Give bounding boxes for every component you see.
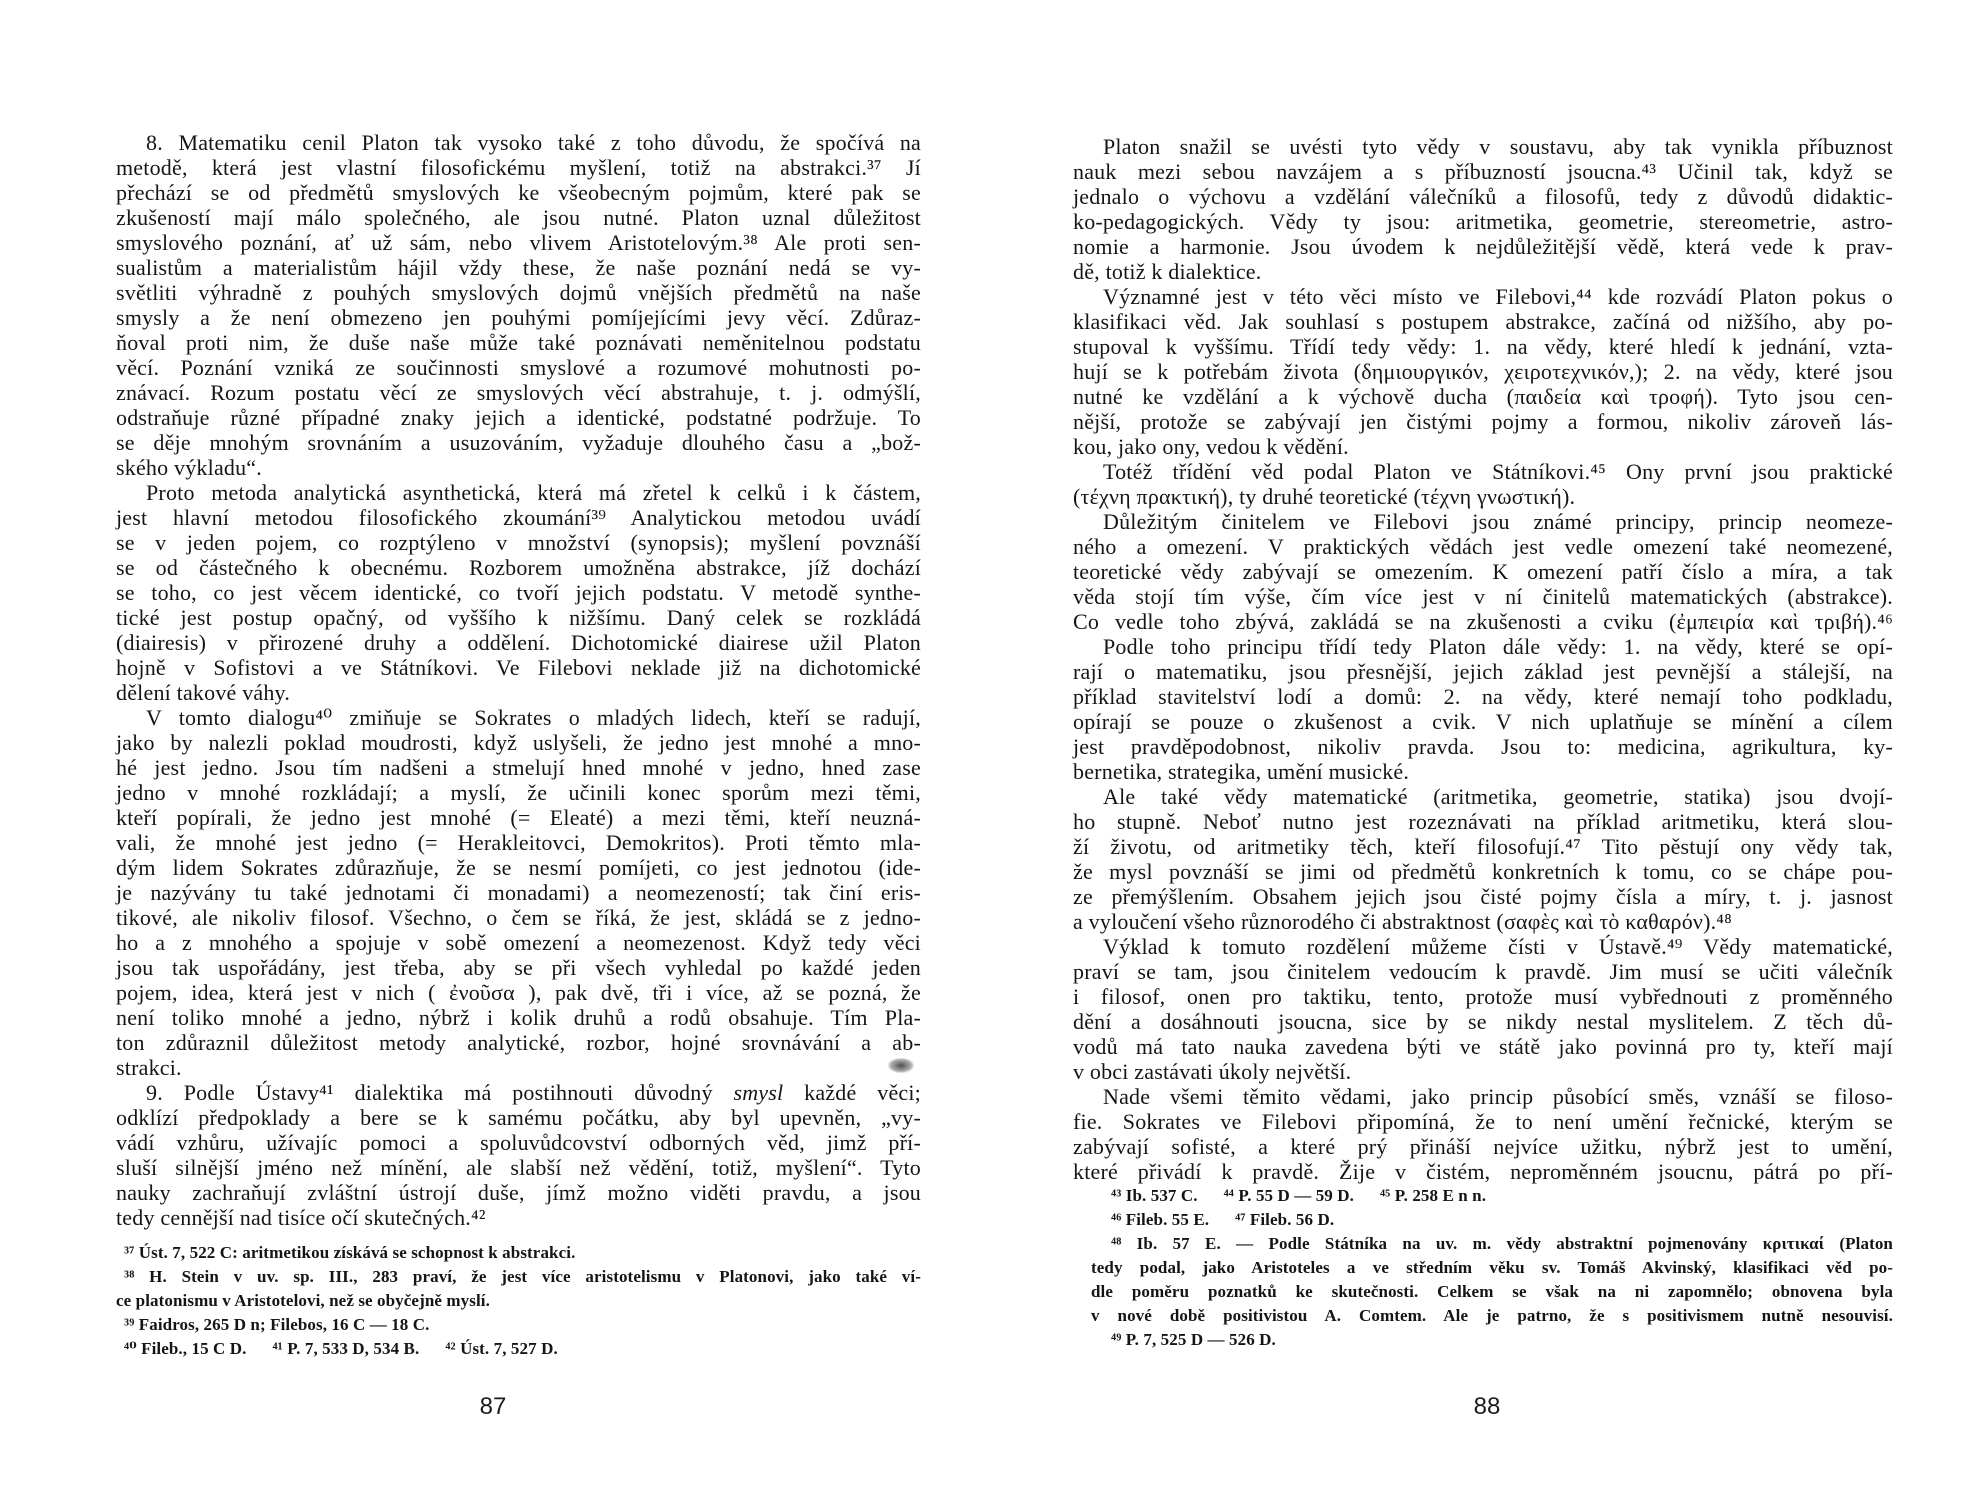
text-line: Platon snažil se uvésti tyto vědy v soustavu, aby tak vynikla příbuznost [1103, 134, 1893, 159]
text-line: hé jest jedno. Jsou tím nadšeni a stmelují hned mnohé v jedno, hned zase [116, 755, 921, 780]
footnote-entry: ⁴⁵ P. 258 E n n. [1379, 1186, 1487, 1205]
scan-smudge [888, 1058, 914, 1073]
footnote-line: ³⁹ Faidros, 265 D n; Filebos, 16 C — 18 C. [124, 1315, 430, 1334]
text-line: tické jest postup opačný, od vyššího k nižšímu. Daný celek se rozkládá [116, 605, 921, 630]
text-line: tedy cennější nad tisíce očí skutečných.⁴² [116, 1205, 486, 1230]
text-line: znávací. Rozum postatu věcí ze smyslových věcí abstrahuje, t. j. odmýšlí, [116, 380, 921, 405]
text-line: se v jeden pojem, co rozptýleno v množství (synopsis); myšlení povznáší [116, 530, 921, 555]
text-line: ho a z mnohého a spojuje v sobě omezení a neomezenost. Když tedy věci [116, 930, 921, 955]
text-line: jest hlavní metodou filosofického zkoumání³⁹ Analytickou metodou uvádí [116, 505, 921, 530]
text-line: dělení takové váhy. [116, 680, 291, 705]
text-line: Proto metoda analytická asynthetická, která má zřetel k celků i k částem, [146, 480, 921, 505]
footnote-line [1091, 1208, 1893, 1232]
text-line: přechází se od předmětů smyslových ke všeobecným pojmům, které pak se [116, 180, 921, 205]
text-line: nutné ke vzdělání a k výchově ducha (παιδεία καὶ τροφή). Tyto jsou cen- [1073, 384, 1893, 409]
footnote-line: ³⁸ H. Stein v uv. sp. III., 283 praví, že jest více aristotelismu v Platonovi, jako také ví- [124, 1267, 921, 1286]
text-line: opírají se pouze o zkušenost a cvik. V nich uplatňuje se mínění a cílem [1073, 709, 1893, 734]
left-page-footnotes [116, 1241, 921, 1361]
text-line: jednalo o výchovu a vzdělání válečníků a filosofů, tedy z důvodů didaktic- [1073, 184, 1893, 209]
text-line: (diairesis) v přirozené druhy a oddělení. Dichotomické diairese užil Platon [116, 630, 921, 655]
footnote-entry: ⁴⁷ Fileb. 56 D. [1235, 1210, 1335, 1229]
text-line: i filosof, onen pro taktiku, tento, protože musí vybřednouti z proměnného [1073, 984, 1893, 1009]
text-line: sluší silnější jméno než mínění, ale slabší než vědění, totiž, myšlení“. Tyto [116, 1155, 921, 1180]
text-segment: 9. Podle Ústavy⁴¹ dialektika má postihnouti důvodný [146, 1080, 734, 1105]
text-line: které přivádí k pravdě. Žije v čistém, neproměnném jsoucnu, pátrá po pří- [1073, 1159, 1893, 1184]
text-line: Výklad k tomuto rozdělení můžeme čísti v Ústavě.⁴⁹ Vědy matematické, [1103, 934, 1893, 959]
text-line: smyslového poznání, ať už sám, nebo vlivem Aristotelovým.³⁸ Ale proti sen- [116, 230, 921, 255]
text-line: ko-pedagogických. Vědy ty jsou: aritmetika, geometrie, stereometrie, astro- [1073, 209, 1893, 234]
text-line: jsou tak uspořádány, jest třeba, aby se při všech vyhledal po každé jeden [116, 955, 921, 980]
footnote-entry: ⁴³ Ib. 537 C. [1111, 1186, 1198, 1205]
text-line: stupoval k vyššímu. Třídí tedy vědy: 1. na vědy, které hledí k jednání, vzta- [1073, 334, 1893, 359]
text-line: světliti výhradně z pouhých smyslových dojmů vnějších předmětů na naše [116, 280, 921, 305]
footnote-line: dle poměru poznatků ke skutečnosti. Celkem se však na ni zapomnělo; obnovena byla [1091, 1282, 1893, 1301]
text-line: v obci zastávati úkoly největší. [1073, 1059, 1352, 1084]
text-line: ze přemýšlením. Obsahem jejich jsou čisté pojmy čísla a míry, t. j. jasnost [1073, 884, 1893, 909]
text-line: Důležitým činitelem ve Filebovi jsou známé principy, princip neomeze- [1103, 509, 1893, 534]
right-page-body [1073, 134, 1893, 1184]
text-line: ží životu, od aritmetiky těch, kteří filosofují.⁴⁷ Tito pěstují ony vědy tak, [1073, 834, 1893, 859]
text-line: odklízí předpoklady a bere se k samému počátku, aby byl upevněn, „vy- [116, 1105, 921, 1130]
footnote-line: ce platonismu v Aristotelovi, než se obyčejně myslí. [116, 1291, 490, 1310]
text-line: jest pravděpodobnost, nikoliv pravda. Jsou to: medicina, agrikultura, ky- [1073, 734, 1893, 759]
text-line: ton zdůraznil důležitost metody analytické, rozbor, hojné srovnávání a ab- [116, 1030, 921, 1055]
text-line: fie. Sokrates ve Filebovi připomíná, že to není umění řečnické, kterým se [1073, 1109, 1893, 1134]
text-line: vali, že mnohé jest jedno (= Herakleitovci, Demokritos). Proti těmto mla- [116, 830, 921, 855]
text-line: odstraňuje různé případné znaky jejich a identické, podstatné podržuje. To [116, 405, 921, 430]
text-line: jedno v mnohé rozkládají; a myslí, že učinili konec sporům mezi těmi, [116, 780, 921, 805]
text-line: zkušeností mají málo společného, ale jsou nutné. Platon uznal důležitost [116, 205, 921, 230]
text-line: se od částečného k obecnému. Rozborem umožněna abstrakce, jíž dochází [116, 555, 921, 580]
text-line: se děje mnohým srovnáním a usuzováním, vyžaduje dlouhého času a „bož- [116, 430, 921, 455]
text-line: strakci. [116, 1055, 182, 1080]
footnote-entry: ⁴² Úst. 7, 527 D. [445, 1339, 558, 1358]
text-line: Podle toho principu třídí tedy Platon dále vědy: 1. na vědy, které se opí- [1103, 634, 1893, 659]
text-line: teoretické vědy zabývají se omezením. K omezení patří číslo a míra, a tak [1073, 559, 1893, 584]
text-line: se toho, co jest věcem identické, co tvoří jejich podstatu. V metodě synthe- [116, 580, 921, 605]
text-line: ho stupně. Neboť nutno jest rozeznávati na příklad aritmetiku, která slou- [1073, 809, 1893, 834]
footnote-line: ⁴⁸ Ib. 57 E. — Podle Státníka na uv. m. vědy abstraktní pojmenovány κριτικαί (Platon [1111, 1234, 1893, 1253]
text-line: není toliko mnohé a jedno, nýbrž i kolik druhů a rodů obsahuje. Tím Pla- [116, 1005, 921, 1030]
text-line: metodě, která jest vlastní filosofickému myšlení, totiž na abstrakci.³⁷ Jí [116, 155, 921, 180]
footnote-entry: ⁴⁴ P. 55 D — 59 D. [1223, 1186, 1354, 1205]
text-line: hují se k potřebám života (δημιουργικόν, χειροτεχνικόν,); 2. na vědy, které jsou [1073, 359, 1893, 384]
page-number-left: 87 [479, 1393, 507, 1420]
text-line: Co vedle toho zbývá, zakládá se na zkušenosti a cviku (ἐμπειρία καὶ τριβή).⁴⁶ [1073, 609, 1893, 634]
text-line: ného a omezení. V praktických vědách jest vedle omezení také neomezené, [1073, 534, 1893, 559]
text-line: příklad stavitelství lodí a domů: 2. na vědy, které nemají toho podkladu, [1073, 684, 1893, 709]
footnote-entry: ⁴¹ P. 7, 533 D, 534 B. [272, 1339, 420, 1358]
text-line: jako by nalezli poklad moudrosti, když uslyšeli, že jedno jest mnohé a mno- [116, 730, 921, 755]
footnote-entry: ⁴⁰ Fileb., 15 C D. [124, 1339, 247, 1358]
text-line: Totéž třídění věd podal Platon ve Státníkovi.⁴⁵ Ony první jsou praktické [1103, 459, 1893, 484]
text-line: věcí. Poznání vzniká ze součinnosti smyslové a rozumové mohutnosti po- [116, 355, 921, 380]
text-line: dým lidem Sokrates zdůrazňuje, že se nesmí pomíjeti, co jest jednotou (ide- [116, 855, 921, 880]
text-line: a vyloučení všeho různorodého či abstraktnost (σαφὲς καὶ τὸ καθαρόν).⁴⁸ [1073, 909, 1733, 934]
text-line: nauky zachraňují zvláštní ústrojí duše, jímž možno viděti pravdu, a jsou [116, 1180, 921, 1205]
page-number-right: 88 [1473, 1393, 1501, 1420]
text-line: nauk mezi sebou navzájem a s příbuzností jsoucna.⁴³ Učinil tak, když se [1073, 159, 1893, 184]
text-line: rají o matematiku, jsou přesnější, jejich základ jest pevnější a stálejší, na [1073, 659, 1893, 684]
text-line: vádí vzhůru, užívajíc pomoci a spoluvůdcovství odborných věd, jimž pří- [116, 1130, 921, 1155]
text-line: dě, totiž k dialektice. [1073, 259, 1262, 284]
text-segment: každé věci; [783, 1080, 921, 1105]
text-line: pojem, idea, která jest v nich ( ἐνοῦσα ), pak dvě, tři i více, až se pozná, že [116, 980, 921, 1005]
footnote-line: v nové době positivistou A. Comtem. Ale je patrno, že s positivismem nutně nesouvisí. [1091, 1306, 1893, 1325]
text-line [116, 1080, 921, 1105]
text-line: věda stojí tím výše, čím více jest v ní činitelů matematických (abstrakce). [1073, 584, 1893, 609]
text-line: kou, jako ony, vedou k vědění. [1073, 434, 1349, 459]
text-line: hojně v Sofistovi a ve Státníkovi. Ve Filebovi neklade již na dichotomické [116, 655, 921, 680]
text-line: ňoval proti nim, že duše naše může také poznávati neměnitelnou podstatu [116, 330, 921, 355]
text-line: Významné jest v této věci místo ve Filebovi,⁴⁴ kde rozvádí Platon pokus o [1103, 284, 1893, 309]
text-line: klasifikaci věd. Jak souhlasí s postupem abstrakce, začíná od nižšího, aby po- [1073, 309, 1893, 334]
footnote-line: ³⁷ Úst. 7, 522 C: aritmetikou získává se schopnost k abstrakci. [124, 1243, 576, 1262]
text-line: zabývají sofisté, a které prý přináší nejvíce užitku, nýbrž jest to umění, [1073, 1134, 1893, 1159]
text-line: praví se tam, jsou činitelem vedoucím k pravdě. Jim musí se učiti válečník [1073, 959, 1893, 984]
text-line: ského výkladu“. [116, 455, 262, 480]
text-line: je nazývány tu také jednotami či monadami) a neomezeností; tak činí eris- [116, 880, 921, 905]
left-page-body [116, 130, 921, 1230]
italic-term: smysl [733, 1080, 784, 1105]
text-line: 8. Matematiku cenil Platon tak vysoko také z toho důvodu, že spočívá na [146, 130, 921, 155]
footnote-entry: ⁴⁶ Fileb. 55 E. [1111, 1210, 1210, 1229]
text-line: smysly a že není obmezeno jen pouhými pomíjejícími jevy věcí. Zdůraz- [116, 305, 921, 330]
text-line: V tomto dialogu⁴⁰ zmiňuje se Sokrates o mladých lidech, kteří se radují, [146, 705, 921, 730]
text-line: tikové, ale nikoliv filosof. Všechno, o čem se říká, že jest, skládá se z jedno- [116, 905, 921, 930]
text-line: že mysl povznáší se jimi od předmětů konkretních k tomu, co se chápe pou- [1073, 859, 1893, 884]
footnote-line [1091, 1184, 1893, 1208]
text-line: Ale také vědy matematické (aritmetika, geometrie, statika) jsou dvojí- [1103, 784, 1893, 809]
text-line: sualistům a materialistům hájil vždy these, že naše poznání nedá se vy- [116, 255, 921, 280]
footnote-line: ⁴⁹ P. 7, 525 D — 526 D. [1111, 1330, 1276, 1349]
text-line: vodů má tato nauka zavedena býti ve státě jako povinná pro ty, kteří mají [1073, 1034, 1893, 1059]
text-line: nější, protože se zabývají jen čistými pojmy a formou, nikoliv zároveň lás- [1073, 409, 1893, 434]
text-line: nomie a harmonie. Jsou úvodem k nejdůležitější vědě, která vede k prav- [1073, 234, 1893, 259]
text-line: kteří popírali, že jedno jest mnohé (= Eleaté) a mezi těmi, kteří neuzná- [116, 805, 921, 830]
footnote-line [116, 1337, 921, 1361]
text-line: Nade všemi těmito vědami, jako princip působící směs, vznáší se filoso- [1103, 1084, 1893, 1109]
text-line: (τέχνη πρακτική), ty druhé teoretické (τέχνη γνωστική). [1073, 484, 1576, 509]
footnote-line: tedy podal, jako Aristoteles a ve středním věku sv. Tomáš Akvinský, klasifikaci věd po- [1091, 1258, 1893, 1277]
text-line: dění a dosáhnouti jsoucna, sice by se nikdy nestal myslitelem. Z těch dů- [1073, 1009, 1893, 1034]
text-line: bernetika, strategika, umění musické. [1073, 759, 1410, 784]
right-page-footnotes [1091, 1184, 1893, 1352]
